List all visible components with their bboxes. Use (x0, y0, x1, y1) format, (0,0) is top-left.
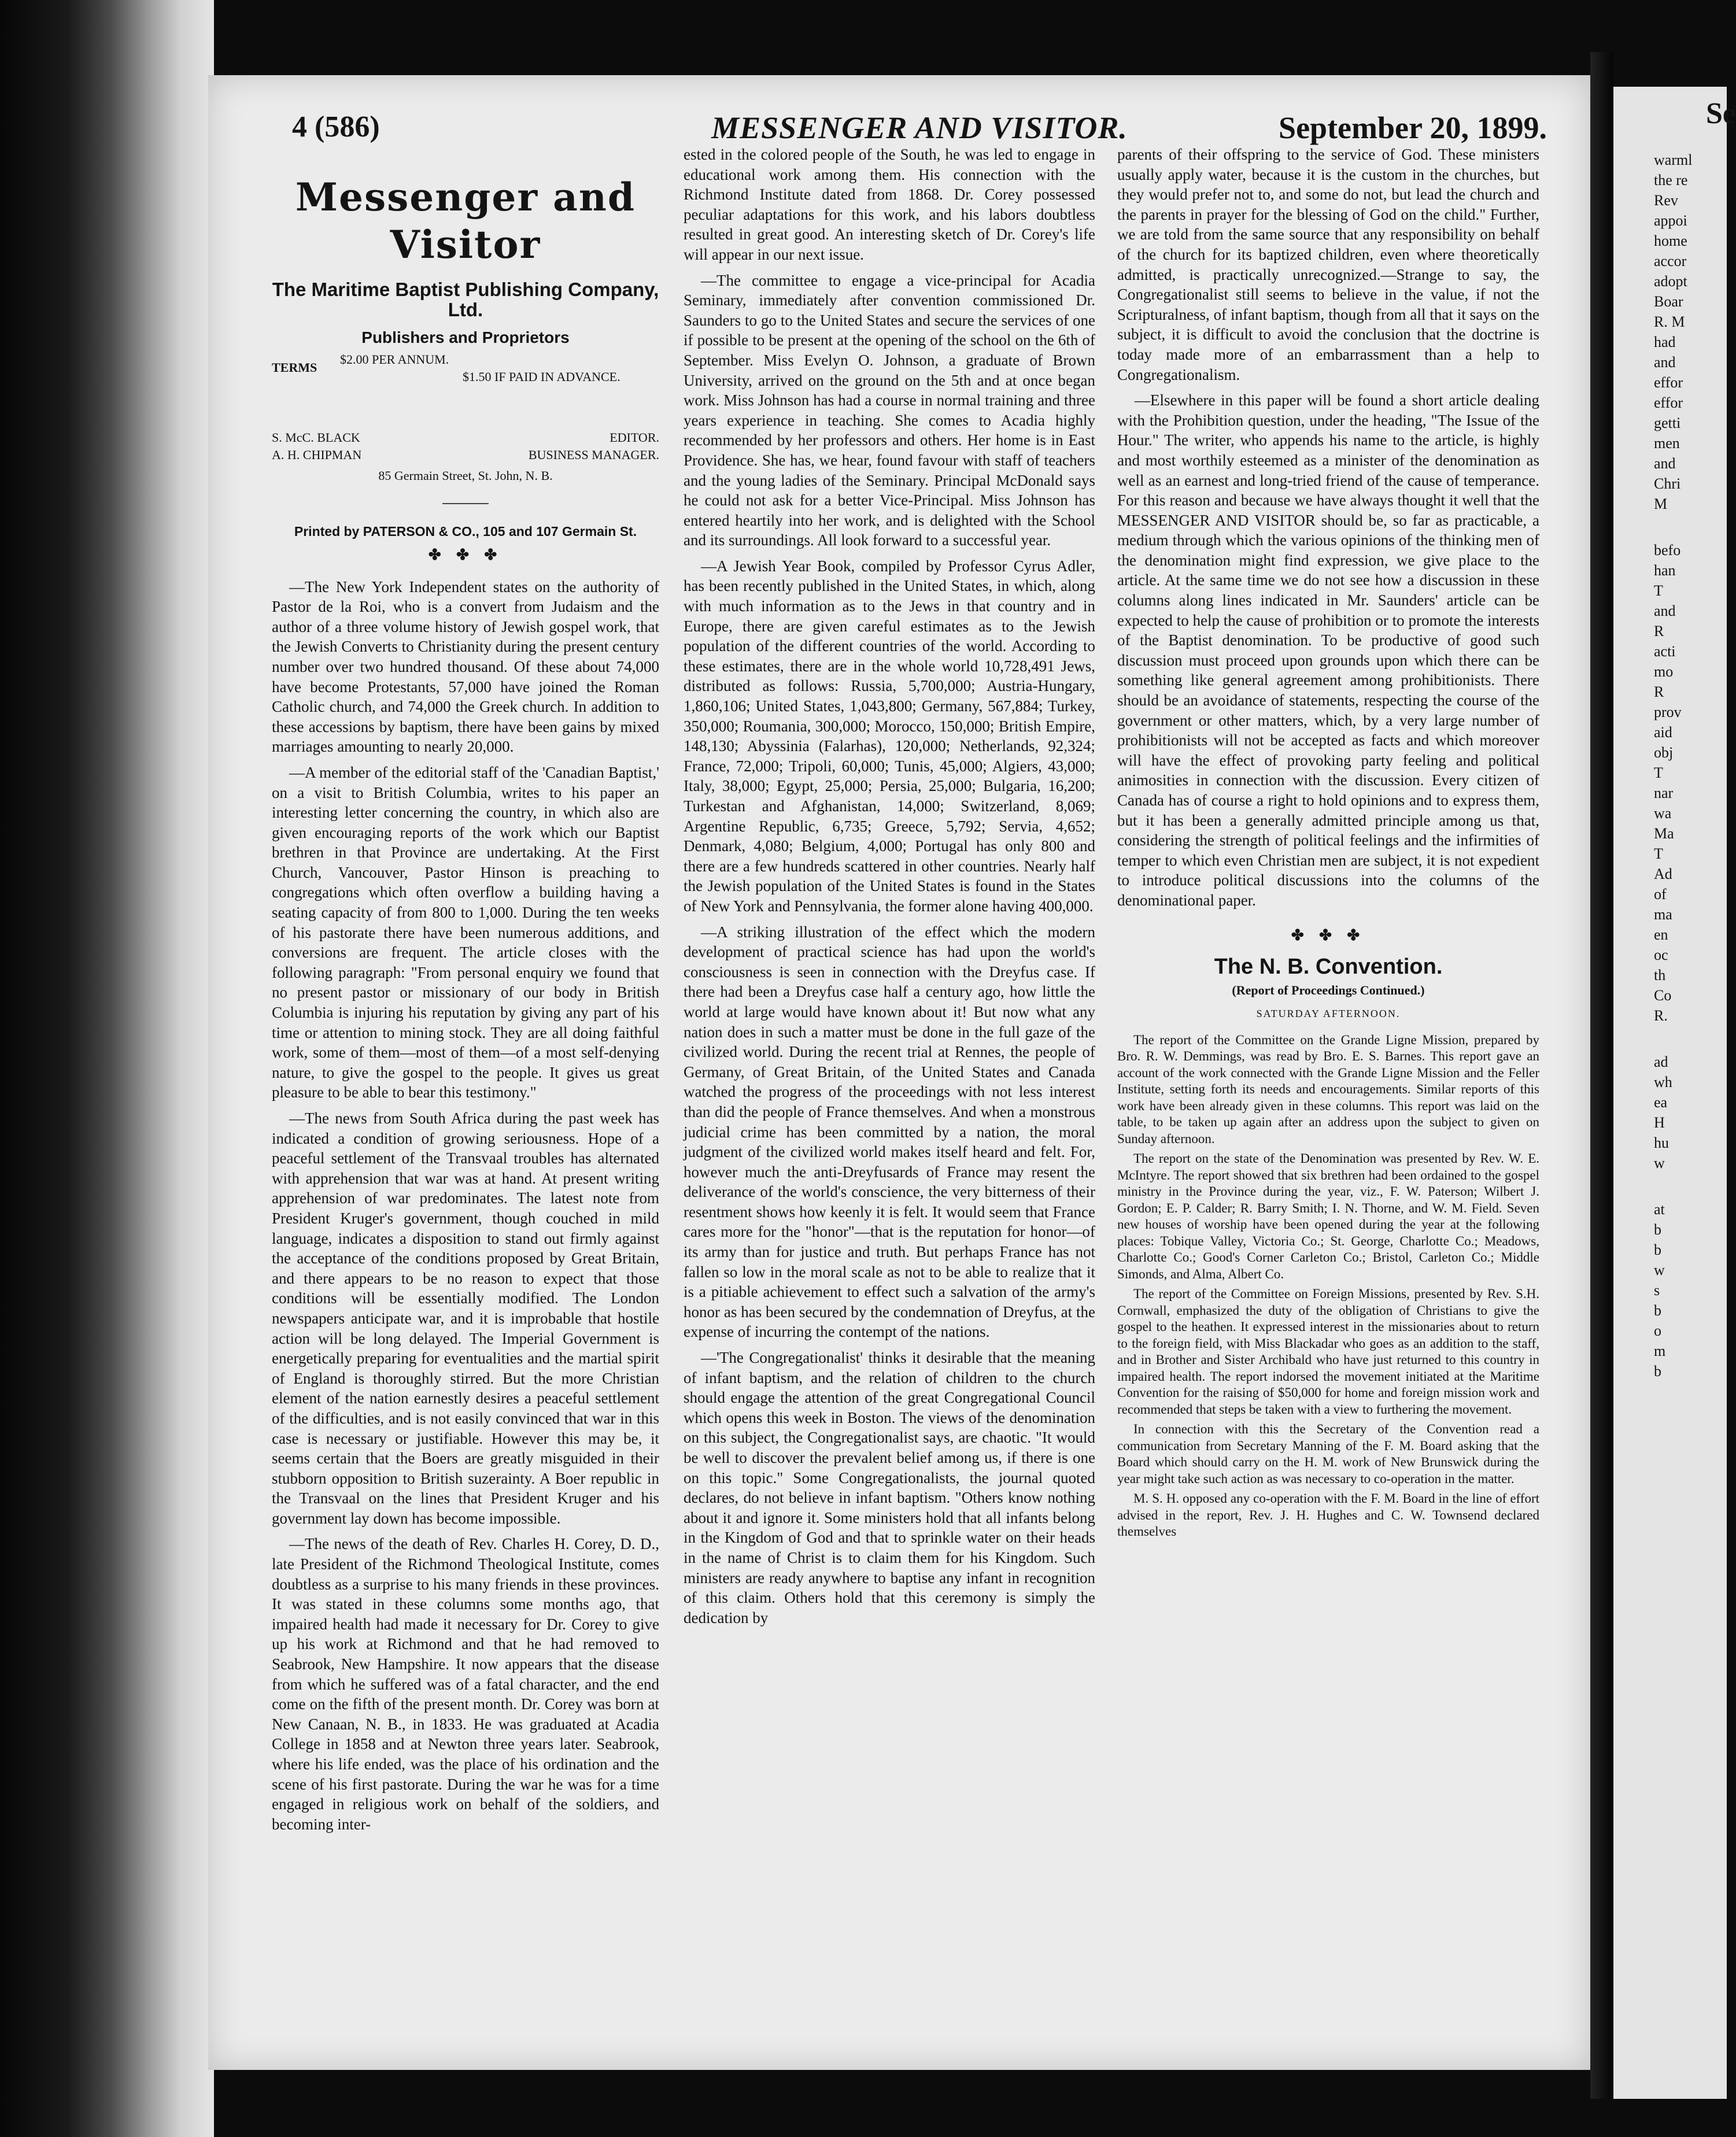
next-page-fragment: adopt (1654, 273, 1687, 290)
next-page-fragment: prov (1654, 704, 1682, 720)
convention-heading: The N. B. Convention. (1214, 955, 1443, 979)
next-page-fragment: w (1654, 1155, 1665, 1171)
next-page-fragment: effor (1654, 394, 1683, 411)
manager-name: A. H. CHIPMAN (272, 447, 362, 462)
column-3 (1117, 145, 1539, 2024)
convention-report (1117, 1032, 1539, 1540)
next-page-fragment: han (1654, 562, 1676, 579)
editor-role: EDITOR. (610, 430, 659, 445)
paragraph: —A Jewish Year Book, compiled by Professor Cyrus Adler, has been recently published in the United States, in which, along with much information as to the Jews in that country and in Europe, there are given careful estimates as to the Jewish population of the different countries of the world. According to these estimates, there are in the whole world 10,728,491 Jews, distributed as follows: Russia, 5,700,000; Austria-Hungary, 1,860,106; United States, 1,043,800; Germany, 567,884; Turkey, 350,000; Roumania, 300,000; Morocco, 150,000; British Empire, 148,130; Abyssinia (Falarhas), 120,000; Netherlands, 92,324; France, 72,000; Tripoli, 60,000; Tunis, 45,000; Algiers, 43,000; Italy, 38,000; Egypt, 25,000; Persia, 25,000; Bulgaria, 16,200; Turkestan and Afghanistan, 14,000; Switzerland, 8,069; Argentine Republic, 6,735; Greece, 5,792; Servia, 4,652; Denmark, 4,080; Belgium, 4,000; Portugal has only 800 and there are a few hundreds scattered in other countries. Nearly half the Jewish population of the United States is found in the States of New York and Pennsylvania, the former alone having 400,000. (684, 557, 1095, 915)
printer-line: Printed by PATERSON & CO., 105 and 107 Germain St. (294, 524, 637, 539)
next-page-fragment: hu (1654, 1134, 1669, 1151)
next-page-fragment: home (1654, 232, 1687, 249)
paragraph: —The news of the death of Rev. Charles H. Corey, D. D., late President of the Richmond Theological Institute, comes doubtless as a surprise to his many friends in these provinces. It was stated in these columns some months ago, that impaired health had made it necessary for Dr. Corey to give up his work at Richmond and that he had removed to Seabrook, New Hampshire. It now appears that the disease from which he suffered was of a fatal character, and the end come on the fifth of the present month. Dr. Corey was born at New Canaan, N. B., in 1833. He was graduated at Acadia College in 1858 and at Newton three years later. Seabrook, where his life ended, was the place of his ordination and the scene of his first pastorate. During the war he was for a time engaged in religious work on behalf of the soldiers, and becoming inter- (272, 1535, 659, 1833)
next-page-fragment: ad (1654, 1053, 1668, 1070)
next-page-fragment: appoi (1654, 212, 1687, 229)
next-page-fragment: H (1654, 1114, 1665, 1131)
term-annual: $2.00 PER ANNUM. (340, 352, 449, 367)
editor-row (272, 429, 659, 446)
next-page-fragment: aid (1654, 724, 1672, 741)
manager-row (272, 446, 659, 464)
next-page-fragment: M (1654, 496, 1668, 512)
office-address: 85 Germain Street, St. John, N. B. (378, 468, 553, 483)
next-page-fragment: of (1654, 886, 1667, 903)
paragraph: The report on the state of the Denomination was presented by Rev. W. E. McIntyre. The report showed that six brethren had been ordained to the gospel ministry in the Province during the year, viz., F. W. Paterson; Wilbert J. Gordon; E. P. Calder; R. Barry Smith; I. N. Thorne, and W. M. Field. Seven new houses of worship have been opened during the year at the following places: Tobique Valley, Victoria Co.; St. George, Charlotte Co.; Meadows, Charlotte Co.; Good's Corner Carleton Co.; Bristol, Carleton Co.; Middle Simonds, and Alma, Albert Co. (1117, 1151, 1539, 1281)
page-gutter (1590, 52, 1613, 2099)
next-page-fragment: en (1654, 926, 1668, 943)
next-page-fragment: T (1654, 582, 1663, 599)
ornament-divider: ✤ ✤ ✤ (428, 546, 503, 563)
publishing-company: The Maritime Baptist Publishing Company, Ltd. (272, 279, 659, 320)
next-page-fragment: ma (1654, 906, 1672, 923)
paragraph: The report of the Committee on the Grande Ligne Mission, prepared by Bro. R. W. Demmings, was read by Bro. E. S. Barnes. This report gave an account of the work connected with the Grande Ligne Mission and the Feller Institute, setting forth its needs and encouragements. Similar reports of this work have been already given in these columns. This report was laid on the table, to be taken up again after an address upon the subject to given on Sunday afternoon. (1117, 1032, 1539, 1146)
subscription-terms (272, 352, 659, 389)
paragraph: —'The Congregationalist' thinks it desirable that the meaning of infant baptism, and the relation of children to the church should engage the attention of the great Congregational Council which opens this week in Boston. The views of the denomination on this subject, the Congregationalist says, are chaotic. "It would be well to discover the prevalent belief among us, if there is one on this topic." Some Congregationalists, the journal quoted declares, do not believe in infant baptism. "Others know nothing about it and ignore it. Some ministers hold that all infants belong in the Kingdom of God and that to sprinkle water on their heads in the name of Christ is to claim them for his Kingdom. Such ministers are ready anywhere to baptise any infant in recognition of this claim. Others hold that this ceremony is simply the dedication by (684, 1349, 1095, 1626)
paragraph: M. S. H. opposed any co-operation with the F. M. Board in the line of effort advised in the report, Rev. J. H. Hughes and C. W. Townsend declared themselves (1117, 1491, 1539, 1539)
next-page-fragment: had (1654, 334, 1676, 350)
paragraph: —The committee to engage a vice-principal for Acadia Seminary, immediately after convention commissioned Dr. Saunders to go to the United States and secure the services of one if possible to be present at the opening of the school on the 6th of September. Miss Evelyn O. Johnson, a graduate of Brown University, arrived on the ground on the 5th and at once began work. Miss Johnson has had a course in normal training and three years experience in teaching. She comes to Acadia highly recommended by her professors and others. Her home is in East Providence. She has, we hear, found favour with staff of teachers and the young ladies of the Seminary. Principal McDonald says he could not ask for a better Vice-Principal. Miss Johnson has entered heartily into her work, and is delighted with the School and its surroundings. All look forward to a successful year. (684, 271, 1095, 549)
next-page-fragment: Se (1706, 97, 1736, 130)
next-page-fragment: oc (1654, 947, 1668, 963)
next-page-fragment: effor (1654, 374, 1683, 391)
next-page-fragment: Boar (1654, 293, 1683, 310)
convention-subheading: (Report of Proceedings Continued.) (1232, 982, 1425, 997)
next-page-fragment: b (1654, 1221, 1661, 1238)
next-page-fragment: warml (1654, 151, 1693, 168)
next-page-fragment: R (1654, 683, 1664, 700)
next-page-fragment: R. (1654, 1007, 1668, 1024)
next-page-fragment: nar (1654, 785, 1674, 801)
next-page-fragment: obj (1654, 744, 1674, 761)
ornament-divider: ✤ ✤ ✤ (1291, 926, 1366, 944)
column-1 (272, 162, 659, 2041)
paragraph: In connection with this the Secretary of the Convention read a communication from Secretary Manning of the F. M. Board asking that the Board which should carry on the H. M. work of New Brunswick during the year might take such action as was necessary to co-operation in the matter. (1117, 1422, 1539, 1486)
next-page-fragment: Co (1654, 987, 1672, 1004)
next-page-fragment: th (1654, 967, 1666, 984)
column-2 (684, 145, 1095, 2024)
next-page-fragment: T (1654, 764, 1663, 781)
next-page-fragment: R (1654, 623, 1664, 639)
paragraph: —Elsewhere in this paper will be found a short article dealing with the Prohibition question, under the heading, "The Issue of the Hour." The writer, who appends his name to the article, is highly and most worthily esteemed as a minister of the denomination as well as an earnest and long-tried friend of the cause of temperance. For this reason and because we have always thought it well that the MESSENGER AND VISITOR should be, so far as practicable, a medium through which the various opinions of the thinking men of the denomination might find expression, we give place to the article. At the same time we do not see how a discussion in these columns along lines indicated in Mr. Saunders' article can be expected to help the cause of prohibition or to promote the interests of the Baptist denomination. To be productive of good such discussion must proceed upon grounds upon which there can be something like general agreement among prohibitionists. There should be an avoidance of statements, respecting the course of the government or other matters, which, by a very large number of prohibitionists will not be accepted as facts and which moreover will have the effect of provoking party feeling and political animosities in connection with the discussion. Every citizen of Canada has of course a right to hold opinions and to express them, but it has been a generally admitted principle among us that, considering the strength of political feelings and the infirmities of temper to which even Christian men are subject, it is not expedient to introduce political discussions into the columns of the denominational paper. (1117, 391, 1539, 909)
staff-list (272, 429, 659, 464)
next-page-fragment: b (1654, 1363, 1661, 1380)
paragraph: ested in the colored people of the South, he was led to engage in educational work among them. His connection with the Richmond Institute dated from 1868. Dr. Corey possessed peculiar adaptations for this work, and his labors doubtless resulted in great good. An interesting sketch of Dr. Corey's life will appear in our next issue. (684, 146, 1095, 263)
session-label: SATURDAY AFTERNOON. (1256, 1008, 1401, 1020)
next-page-fragment: ea (1654, 1094, 1668, 1111)
next-page-fragment: and (1654, 602, 1676, 619)
next-page-fragment: b (1654, 1241, 1661, 1258)
next-page-fragment: the re (1654, 172, 1688, 188)
paper-title: MESSENGER AND VISITOR. (711, 110, 1128, 145)
masthead-title: Messenger and Visitor (295, 175, 636, 267)
next-page-fragment: Ad (1654, 866, 1672, 882)
next-page-edge (1613, 87, 1736, 2099)
paragraph: —A member of the editorial staff of the 'Canadian Baptist,' on a visit to British Columbia, writes to his paper an interesting letter concerning the country, in which also are given encouraging reports of the work which our Baptist brethren in that Province are undertaking. At the First Church, Vancouver, Pastor Hinson is preaching to congregations which often overflow a building having a seating capacity of from 800 to 1,000. During the ten weeks of his pastorate there have been numerous additions, and conversions are frequent. The article closes with the following paragraph: "From personal enquiry we found that no present pastor or missionary of our body in British Columbia is injuring his reputation by giving any part of his time or attention to mining stock. They are all doing faithful work, some of them—most of them—of a most self-denying nature, to give the gospel to the people. It gives us great pleasure to be able to bear this testimony." (272, 763, 659, 1101)
next-page-fragment: T (1654, 845, 1663, 862)
next-page-fragment: Ma (1654, 825, 1674, 842)
editor-name: S. McC. BLACK (272, 430, 360, 445)
next-page-fragment: acti (1654, 643, 1676, 660)
next-page-fragment: and (1654, 455, 1676, 472)
next-page-fragment: wa (1654, 805, 1672, 822)
next-page-fragment: s (1654, 1282, 1660, 1299)
next-page-fragment: getti (1654, 415, 1681, 431)
next-page-fragment: m (1654, 1343, 1666, 1359)
manager-role: BUSINESS MANAGER. (528, 447, 659, 462)
newspaper-page (208, 75, 1590, 2070)
paragraph: —The news from South Africa during the past week has indicated a condition of growing seriousness. Hope of a peaceful settlement of the Transvaal troubles has alternated with apprehension that war was at hand. At present writing apprehension of war predominates. The latest note from President Kruger's government, though couched in mild language, indicates a disposition to stand out firmly against the acceptance of the conditions proposed by Great Britain, and there appears to be no reason to expect that those conditions will be essentially modified. The London newspapers anticipate war, and it is improbable that hostile action will be long delayed. The Imperial Government is energetically preparing for eventualities and the martial spirit of England is thoroughly stirred. But the more Christian element of the nation earnestly desires a peaceful settlement of the difficulties, and is not easily convinced that war in this case is necessary or justifiable. However this may be, it seems certain that the Boers are greatly misguided in their stubborn opposition to British suzerainty. A Boer republic in the Transvaal on the lines that President Kruger and his government lay down has become impossible. (272, 1110, 659, 1527)
page-number: 4 (586) (292, 110, 380, 143)
next-page-fragment: and (1654, 354, 1676, 371)
next-page-fragment: Rev (1654, 192, 1678, 209)
next-page-fragment: b (1654, 1302, 1661, 1319)
next-page-fragment: w (1654, 1262, 1665, 1278)
masthead (272, 173, 659, 565)
paragraph: The report of the Committee on Foreign Missions, presented by Rev. S.H. Cornwall, emphasized the duty of the obligation of Christians to give the gospel to the heathen. It expressed interest in the missionaries about to return to the foreign field, with Miss Blackadar who goes as an addition to the staff, and in Brother and Sister Archibald who have just returned to this country in impaired health. The report indorsed the movement initiated at the Maritime Convention for the raising of $50,000 for home and foreign mission work and recommended that steps be taken with a view to furthering the movement. (1117, 1286, 1539, 1417)
terms-label: TERMS (272, 360, 317, 375)
next-page-fragment: Chri (1654, 475, 1681, 492)
book-binding-shadow (0, 0, 214, 2137)
next-page-fragment: wh (1654, 1074, 1672, 1090)
paragraph: —The New York Independent states on the authority of Pastor de la Roi, who is a convert from Judaism and the author of a three volume history of Jewish gospel work, that the Jewish Converts to Christianity during the present century number over two hundred thousand. Of these about 74,000 have become Protestants, 57,000 have joined the Roman Catholic church, and 74,000 the Greek church. In addition to these accessions by baptism, there have been gains by mixed marriages amounting to nearly 20,000. (272, 578, 659, 756)
paragraph: parents of their offspring to the service of God. These ministers usually apply water, because it is the custom in the churches, but they would prefer not to, and some do not, but lead the church and the parents in prayer for the blessing of God on the child." Further, we are told from the same source that any responsibility on behalf of the church for its baptized children, even where theoretically admitted, is practically unrecognized.—Strange to say, the Congregationalist still seems to believe in the value, if not the Scripturalness, of infant baptism, though from all that it says on the subject, it is difficult to avoid the conclusion that the doctrine is today made more of an embarrassment than a help to Congregationalism. (1117, 146, 1539, 383)
next-page-fragment: o (1654, 1322, 1661, 1339)
masthead-rule (442, 503, 489, 504)
next-page-fragment: mo (1654, 663, 1674, 680)
publishers-line: Publishers and Proprietors (361, 328, 570, 347)
paragraph: —A striking illustration of the effect which the modern development of practical science has had upon the world's consciousness is seen in connection with the Dreyfus case. If there had been a Dreyfus case half a century ago, how little the world at large would have known about it! But now what any nation does in such a matter must be done in the full gaze of the civilized world. During the recent trial at Rennes, the people of Germany, of Great Britain, of the United States and Canada watched the progress of the proceedings with not less interest than did the people of France themselves. And when a monstrous judicial crime has been committed by a nation, the moral judgment of the civilized world makes itself heard and felt. For, however much the anti-Dreyfusards of France may resent the deliverance of the world's conscience, the very bitterness of their resentment shows how keenly it is felt. It would seem that France cares more for the "honor"—that is the reputation for honor—of its army than for justice and truth. But perhaps France has not fallen so low in the moral scale as not to be able to realize that it is a pitiable achievement to effect such a salvation of the army's honor as has been secured by the condemnation of Dreyfus, at the expense of incurring the contempt of the nations. (684, 923, 1095, 1341)
next-page-fragment: at (1654, 1201, 1665, 1218)
next-page-fragment: befo (1654, 542, 1681, 559)
term-advance: $1.50 IF PAID IN ADVANCE. (463, 369, 620, 384)
next-page-fragment: R. M (1654, 313, 1685, 330)
issue-date: September 20, 1899. (1279, 110, 1547, 145)
next-page-fragment: men (1654, 435, 1680, 452)
next-page-fragment: accor (1654, 253, 1687, 269)
